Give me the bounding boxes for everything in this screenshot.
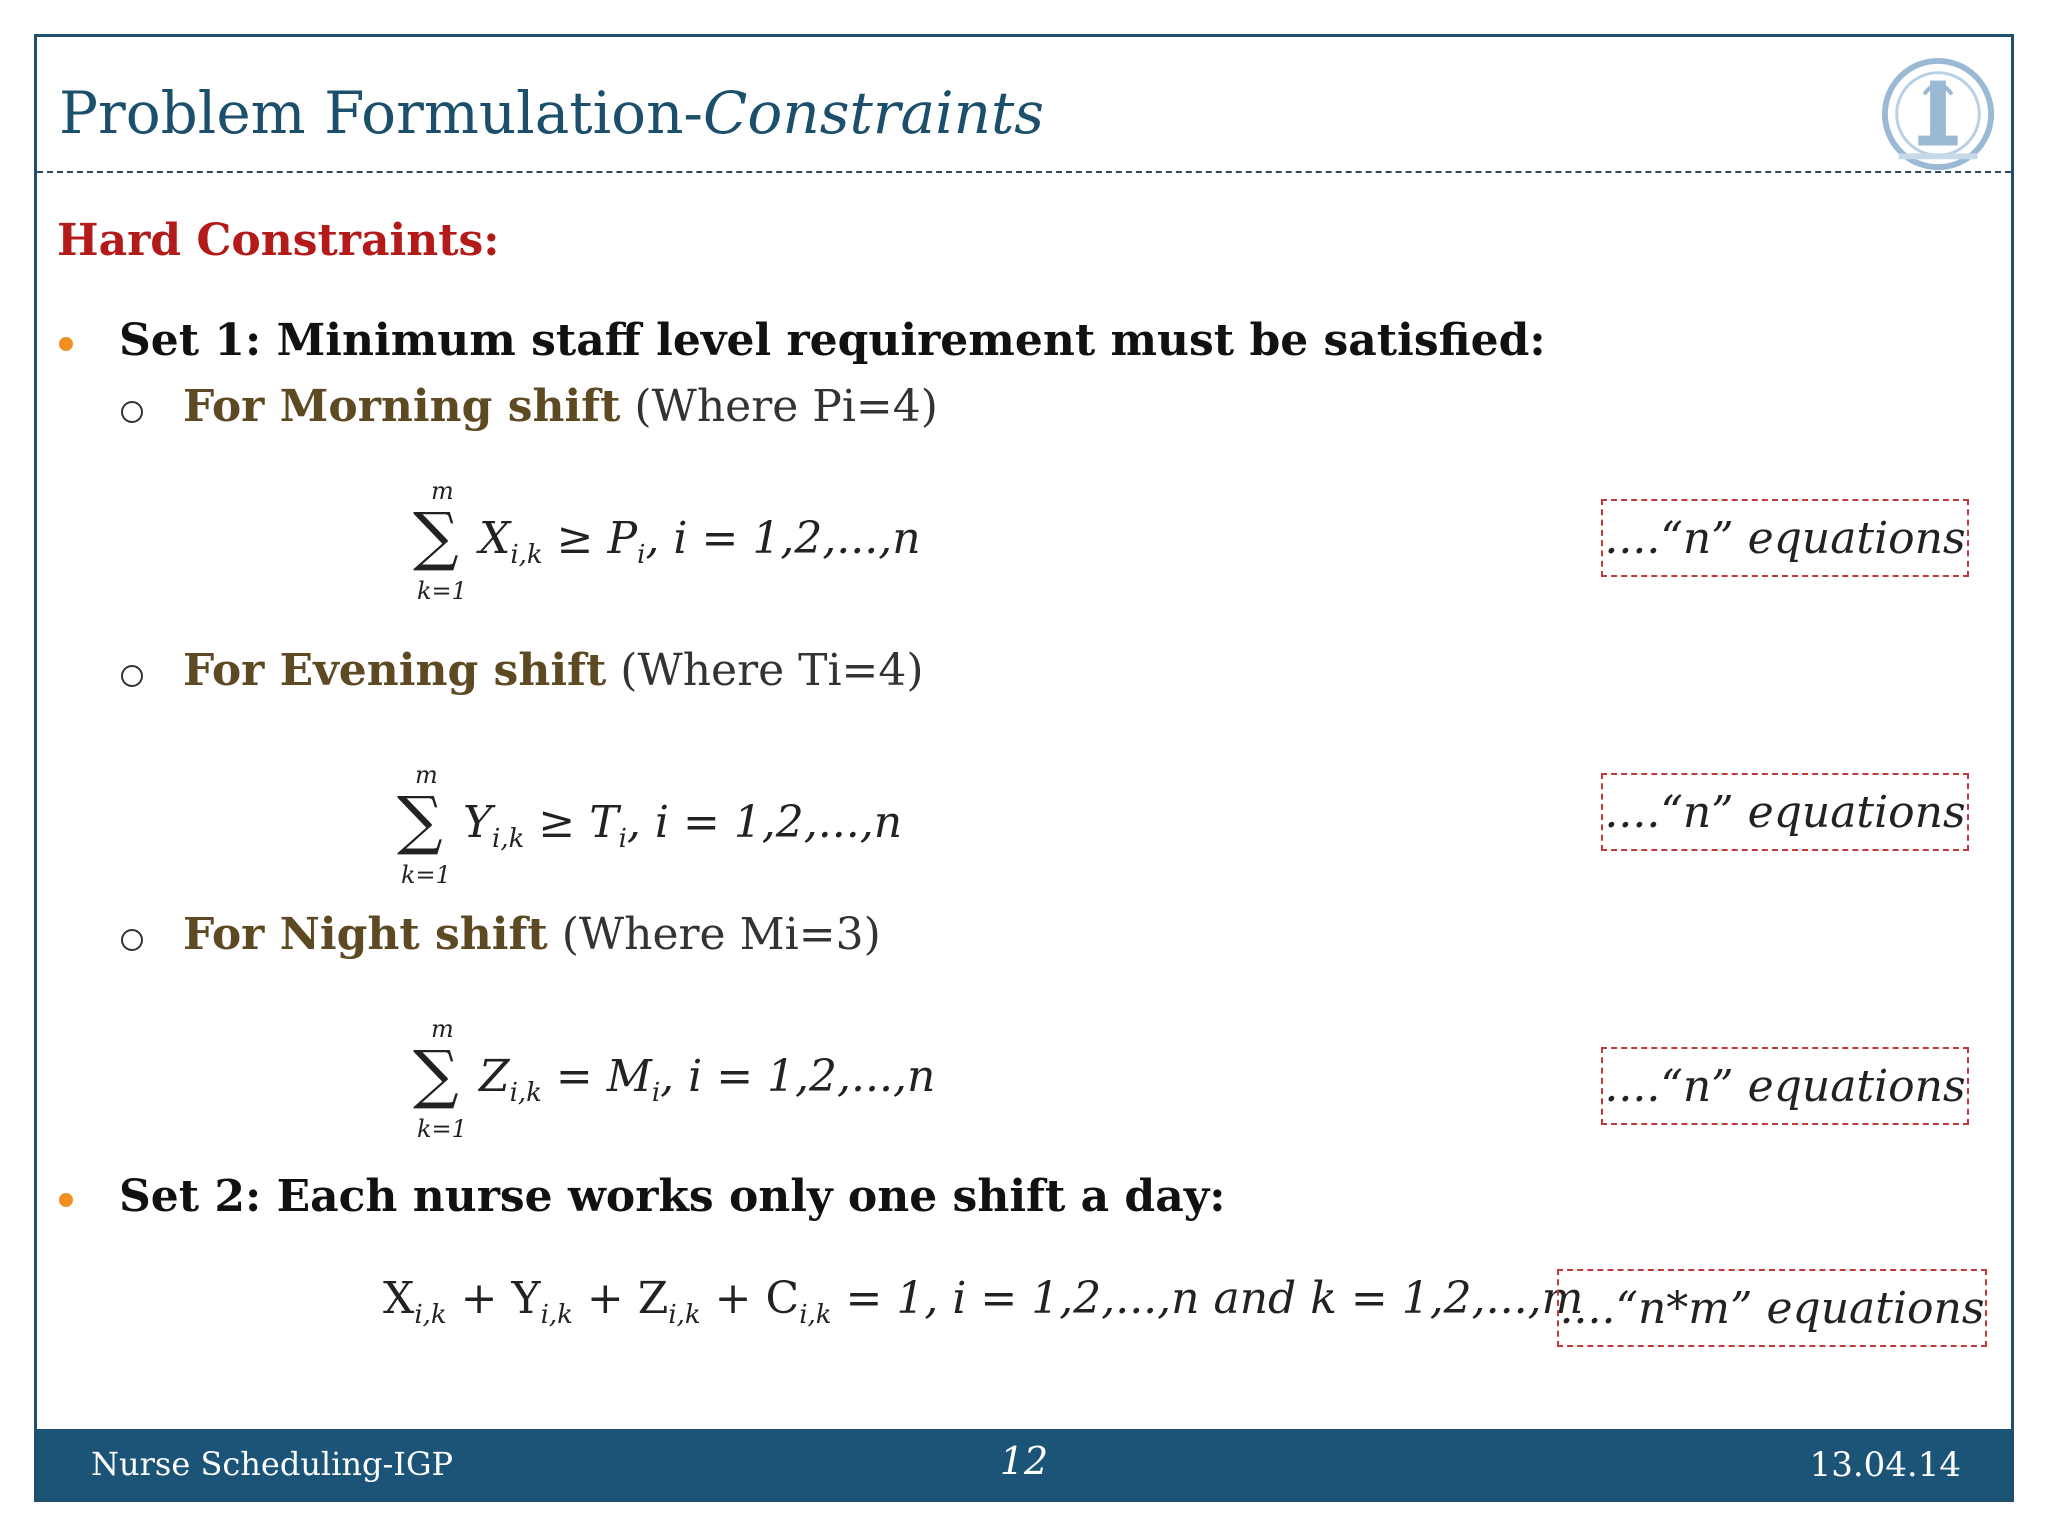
shift-note: (Where Mi=3) xyxy=(561,909,881,960)
circle-bullet-icon xyxy=(121,401,143,423)
sigma-upper: m xyxy=(431,477,454,505)
sigma-upper: m xyxy=(431,1015,454,1043)
section-heading: Hard Constraints: xyxy=(57,215,500,266)
shift-label: For Night shift xyxy=(183,909,548,960)
circle-bullet-icon xyxy=(121,929,143,951)
institute-logo-icon xyxy=(1879,55,1997,173)
equation-body: $Z_{i,k} = M_i$, i = 1,2,...,n xyxy=(479,1051,936,1108)
sigma-lower: k=1 xyxy=(417,577,467,605)
page-number: 12 xyxy=(999,1439,1049,1483)
night-shift-item xyxy=(183,909,881,960)
shift-note: (Where Pi=4) xyxy=(634,381,938,432)
title-divider xyxy=(37,171,2011,173)
evening-equation xyxy=(381,761,941,901)
morning-equation xyxy=(397,477,957,617)
footer-bar xyxy=(37,1429,2011,1499)
slide xyxy=(34,34,2014,1502)
shift-label: For Morning shift xyxy=(183,381,621,432)
bullet-dot-icon xyxy=(59,337,73,351)
set2-heading: Set 2: Each nurse works only one shift a day: xyxy=(119,1171,1226,1222)
shift-note: (Where Ti=4) xyxy=(620,645,924,696)
bullet-dot-icon xyxy=(59,1193,73,1207)
circle-bullet-icon xyxy=(121,665,143,687)
footer-date: 13.04.14 xyxy=(1809,1445,1961,1485)
sigma-lower: k=1 xyxy=(417,1115,467,1143)
night-equation xyxy=(397,1015,957,1155)
sigma-upper: m xyxy=(415,761,438,789)
set2-equation xyxy=(383,1273,1583,1330)
sigma-icon: ∑ xyxy=(397,784,443,858)
footer-title: Nurse Scheduling-IGP xyxy=(91,1445,454,1483)
sigma-lower: k=1 xyxy=(401,861,451,889)
morning-shift-item xyxy=(183,381,938,432)
evening-shift-item xyxy=(183,645,924,696)
equations-count-box: ....“n” equations xyxy=(1601,773,1969,851)
sigma-icon: ∑ xyxy=(413,500,459,574)
title-italic: Constraints xyxy=(703,79,1045,147)
equations-count-box: ....“n” equations xyxy=(1601,1047,1969,1125)
equation-body: $Y_{i,k} \ge T_i$, i = 1,2,...,n xyxy=(463,797,903,854)
slide-title xyxy=(59,79,1044,147)
equations-count-box: ....“n*m” equations xyxy=(1557,1269,1987,1347)
equation-body: $X_{i,k} + Y_{i,k} + Z_{i,k} + C_{i,k} = 1$, i = 1,2,...,n and k = 1,2,...,m xyxy=(383,1273,1584,1330)
equations-count-box: ....“n” equations xyxy=(1601,499,1969,577)
sigma-icon: ∑ xyxy=(413,1038,459,1112)
title-main: Problem Formulation- xyxy=(59,79,704,147)
equation-body: $X_{i,k} \ge P_i$, i = 1,2,...,n xyxy=(479,513,921,570)
shift-label: For Evening shift xyxy=(183,645,607,696)
set1-heading: Set 1: Minimum staff level requirement must be satisfied: xyxy=(119,315,1546,366)
